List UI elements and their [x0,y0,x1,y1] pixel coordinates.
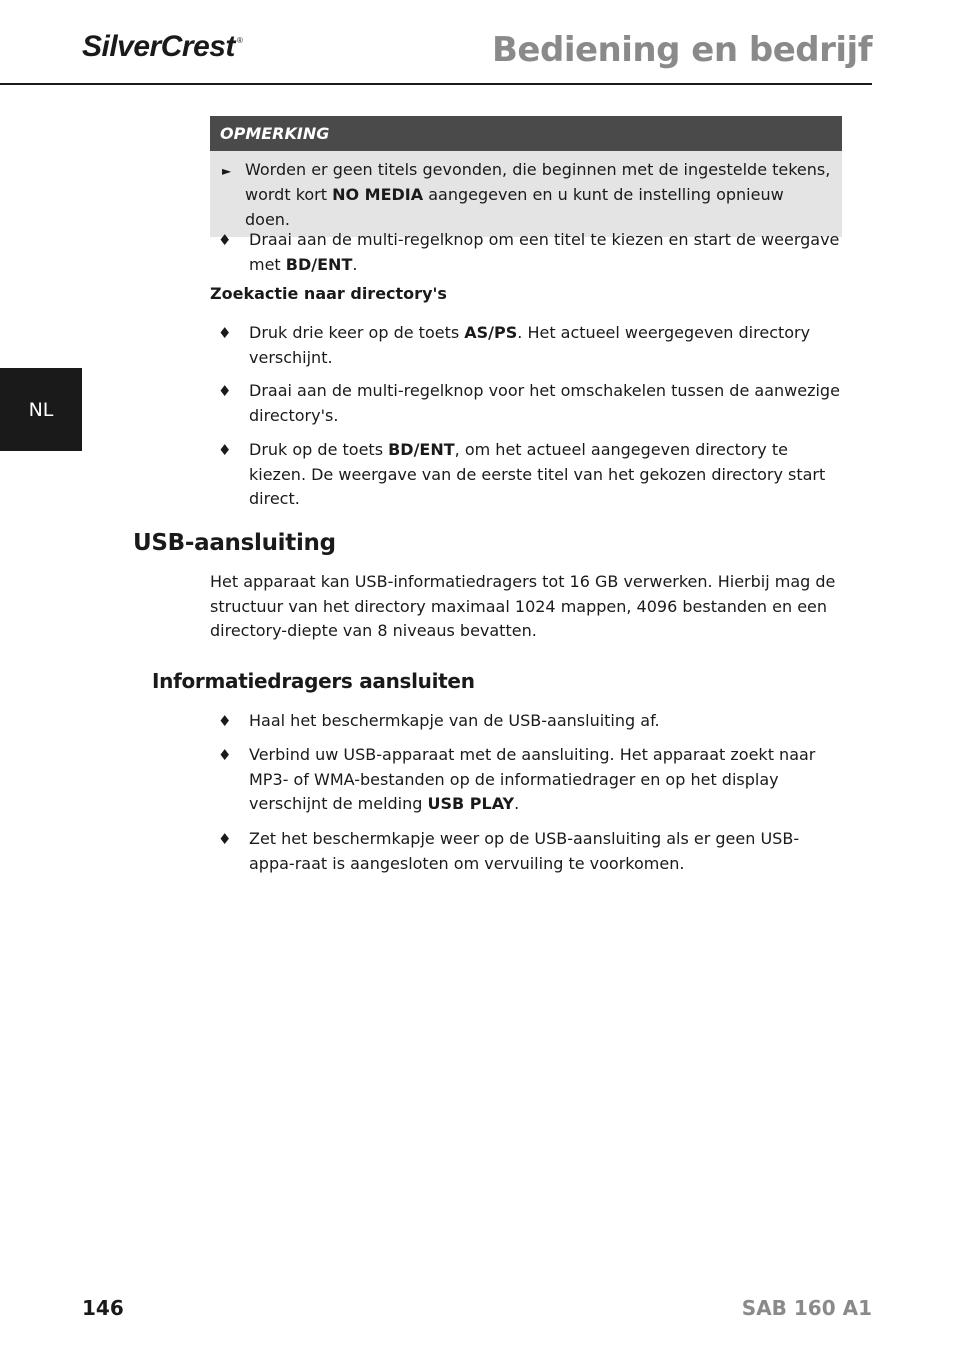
model-number: SAB 160 A1 [741,1296,872,1320]
list-item-text: Verbind uw USB-apparaat met de aansluiting. Het apparaat zoekt naar MP3- of WMA-bestanden op de informatiedrager en op het display verschijnt de melding [249,745,816,813]
diamond-bullet-icon: ♦ [218,830,232,848]
list-item [218,709,844,734]
list-item-bold: BD/ENT [388,440,455,459]
list-item-text: Draai aan de multi-regelknop om een titel te kiezen en start de weergave met [249,230,840,274]
note-text: Worden er geen titels gevonden, die beginnen met de ingestelde tekens, wordt kort [245,160,831,204]
note-bold: NO MEDIA [332,185,424,204]
list-item [218,379,844,428]
page-title: Bediening en bedrijf [492,30,872,70]
diamond-bullet-icon: ♦ [218,746,232,764]
usb-section-heading: USB-aansluiting [133,530,336,556]
language-tab-label: NL [28,398,54,421]
note-body [210,151,842,237]
diamond-bullet-icon: ♦ [218,231,232,249]
diamond-bullet-icon: ♦ [218,324,232,342]
page-number: 146 [82,1296,124,1320]
note-heading: OPMERKING [210,116,842,151]
note-text-end: aangegeven en u kunt de instelling opnieuw doen. [245,185,784,229]
list-item-bold: BD/ENT [285,254,353,274]
list-item [218,438,844,512]
list-item-bold: AS/PS [464,323,518,342]
connect-section-heading: Informatiedragers aansluiten [152,669,475,693]
list-item-text: Haal het beschermkapje van de USB-aansluiting af. [249,711,660,730]
list-item-text: Druk drie keer op de toets [249,323,465,342]
list-item-text-end: . [352,254,358,274]
list-item-bold: USB PLAY [427,794,515,813]
usb-section-paragraph: Het apparaat kan USB-informatiedragers tot 16 GB verwerken. Hierbij mag de structuur van het directory maximaal 1024 mappen, 4096 bestanden en een directory-diepte van 8 niveaus bevatten. [210,572,836,640]
diamond-bullet-icon: ♦ [218,382,232,400]
list-item-text: Zet het beschermkapje weer op de USB-aansluiting als er geen USB-appa-raat is aangesloten om vervuiling te voorkomen. [249,829,800,873]
directory-search-heading: Zoekactie naar directory's [210,284,447,303]
list-item-text-end: . [514,794,520,813]
note-box [210,116,842,237]
arrow-right-icon: ► [222,164,232,178]
list-item-text-end: . Het actueel weergegeven directory verschijnt. [249,323,811,367]
list-item-text: Druk op de toets [249,440,389,459]
brand-logo [82,30,242,64]
list-item [218,321,844,370]
brand-name: SilverCrest [82,30,235,63]
registered-mark: ® [236,36,243,45]
list-item [218,228,844,277]
list-item [218,743,844,817]
language-tab [0,368,82,451]
diamond-bullet-icon: ♦ [218,712,232,730]
header-divider [0,83,872,85]
list-item [218,827,844,876]
diamond-bullet-icon: ♦ [218,441,232,459]
list-item-text-end: , om het actueel aangegeven directory te kiezen. De weergave van de eerste titel van het gekozen directory start direct. [249,440,826,508]
list-item-text: Draai aan de multi-regelknop voor het omschakelen tussen de aanwezige directory's. [249,381,840,425]
